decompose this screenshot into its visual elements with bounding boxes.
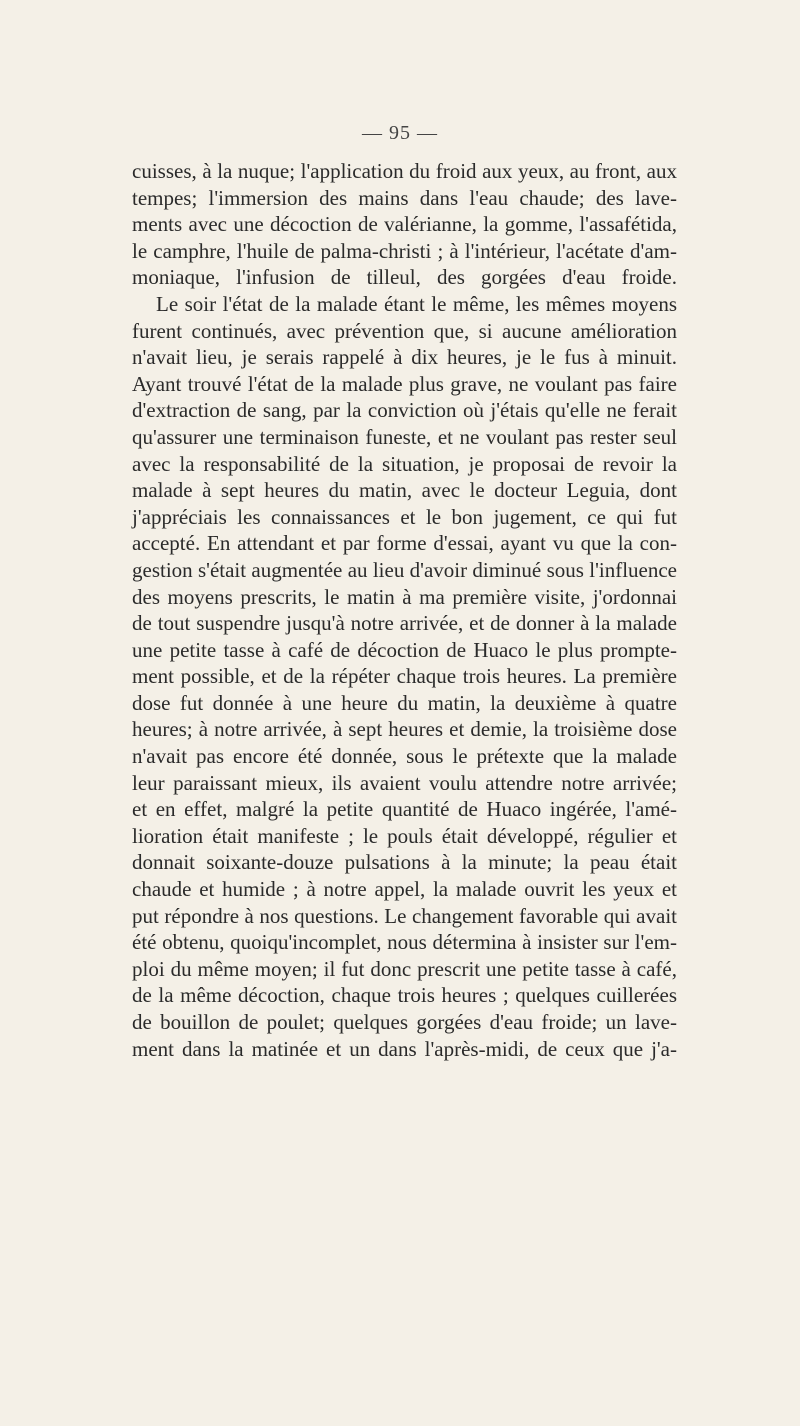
- text-line: n'avait lieu, je serais rappelé à dix heures, je le fus à minuit.: [132, 345, 677, 370]
- text-line: Le soir l'état de la malade étant le même, les mêmes moyens: [156, 291, 677, 316]
- text-line: gestion s'était augmentée au lieu d'avoir diminué sous l'influence: [132, 557, 677, 582]
- text-line: cuisses, à la nuque; l'application du froid aux yeux, au front, aux: [132, 159, 677, 183]
- text-line: lioration était manifeste ; le pouls était développé, régulier et: [132, 823, 677, 848]
- text-line: moniaque, l'infusion de tilleul, des gorgées d'eau froide.: [132, 265, 677, 290]
- text-line: ment possible, et de la répéter chaque trois heures. La première: [132, 664, 677, 689]
- text-line: le camphre, l'huile de palma-christi ; à l'intérieur, l'acétate d'am-: [132, 238, 677, 263]
- text-line: accepté. En attendant et par forme d'essai, ayant vu que la con-: [132, 531, 677, 556]
- text-line: furent continués, avec prévention que, si aucune amélioration: [132, 318, 677, 343]
- text-line: dose fut donnée à une heure du matin, la deuxième à quatre: [132, 690, 677, 715]
- text-line: malade à sept heures du matin, avec le docteur Leguia, dont: [132, 478, 677, 503]
- text-line: été obtenu, quoiqu'incomplet, nous détermina à insister sur l'em-: [132, 930, 677, 955]
- text-line: Ayant trouvé l'état de la malade plus grave, ne voulant pas faire: [132, 371, 677, 396]
- text-line: heures; à notre arrivée, à sept heures et demie, la troisième dose: [132, 717, 677, 742]
- text-line: des moyens prescrits, le matin à ma première visite, j'ordonnai: [132, 584, 677, 609]
- text-line: j'appréciais les connaissances et le bon jugement, ce qui fut: [132, 504, 677, 529]
- text-line: qu'assurer une terminaison funeste, et ne voulant pas rester seul: [132, 424, 677, 449]
- text-line: et en effet, malgré la petite quantité de Huaco ingérée, l'amé-: [132, 797, 677, 822]
- text-line: chaude et humide ; à notre appel, la malade ouvrit les yeux et: [132, 877, 677, 902]
- text-line: n'avait pas encore été donnée, sous le prétexte que la malade: [132, 744, 677, 769]
- text-line: tempes; l'immersion des mains dans l'eau chaude; des lave-: [132, 185, 677, 210]
- text-line: de bouillon de poulet; quelques gorgées d'eau froide; un lave-: [132, 1010, 677, 1034]
- text-line: ploi du même moyen; il fut donc prescrit une petite tasse à café,: [132, 956, 677, 981]
- text-line: put répondre à nos questions. Le changement favorable qui avait: [132, 903, 677, 928]
- page-number: — 95 —: [362, 122, 438, 144]
- text-line: de tout suspendre jusqu'à notre arrivée, et de donner à la malade: [132, 611, 677, 636]
- text-line: leur paraissant mieux, ils avaient voulu attendre notre arrivée;: [132, 770, 677, 795]
- text-line: d'extraction de sang, par la conviction où j'étais qu'elle ne ferait: [132, 398, 677, 423]
- text-line: ment dans la matinée et un dans l'après-midi, de ceux que j'a-: [132, 1036, 677, 1061]
- text-line: ments avec une décoction de valérianne, la gomme, l'assafétida,: [132, 212, 677, 237]
- text-line: donnait soixante-douze pulsations à la minute; la peau était: [132, 850, 677, 875]
- text-line: de la même décoction, chaque trois heures ; quelques cuillerées: [132, 983, 677, 1008]
- body-text: [132, 158, 677, 1062]
- text-line: une petite tasse à café de décoction de Huaco le plus prompte-: [132, 637, 677, 662]
- text-line: avec la responsabilité de la situation, je proposai de revoir la: [132, 451, 677, 476]
